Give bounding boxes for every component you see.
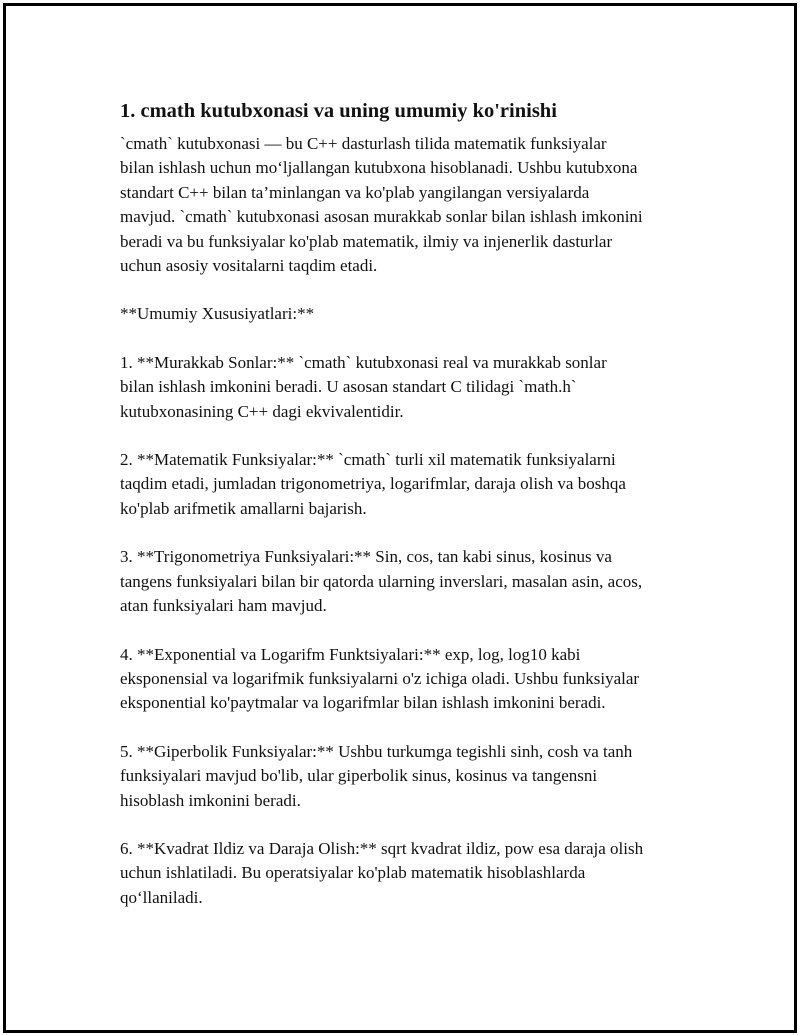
list-item: 1. **Murakkab Sonlar:** `cmath` kutubxonasi real va murakkab sonlar bilan ishlash imkonini beradi. U asosan standart C tilidagi `math.h` kutubxonasining C++ dagi ekvivalentidir. [120,352,607,421]
intro-paragraph: `cmath` kutubxonasi — bu C++ dasturlash tilida matematik funksiyalar bilan ishlash uchun mo‘ljallangan kutubxona hisoblanadi. Ushbu kutubxona standart C++ bilan ta’minlangan va ko'plab yangilangan versiyalarda mavjud. `cmath` kutubxonasi asosan murakkab sonlar bilan ishlash imkonini beradi va bu funksiyalar ko'plab matematik, ilmiy va injenerlik dasturlar uchun asosiy vositalarni taqdim etadi. [120,134,643,276]
document-body [120,98,700,934]
document-title: 1. cmath kutubxonasi va uning umumiy ko'rinishi [120,100,557,122]
list-item: 3. **Trigonometriya Funksiyalari:** Sin, cos, tan kabi sinus, kosinus va tangens funksiyalari bilan bir qatorda ularning inverslari, masalan asin, acos, atan funksiyalari ham mavjud. [120,547,643,616]
list-item: 6. **Kvadrat Ildiz va Daraja Olish:** sqrt kvadrat ildiz, pow esa daraja olish uchun ishlatiladi. Bu operatsiyalar ko'plab matematik hisoblashlarda qo‘llaniladi. [120,838,644,907]
list-item: 5. **Giperbolik Funksiyalar:** Ushbu turkumga tegishli sinh, cosh va tanh funksiyalari mavjud bo'lib, ular giperbolik sinus, kosinus va tangensni hisoblash imkonini beradi. [120,741,633,810]
list-item: 2. **Matematik Funksiyalar:** `cmath` turli xil matematik funksiyalarni taqdim etadi, jumladan trigonometriya, logarifmlar, daraja olish va boshqa ko'plab arifmetik amallarni bajarish. [120,450,626,518]
section-heading: **Umumiy Xususiyatlari:** [120,304,315,324]
page-frame [3,3,797,1033]
list-item: 4. **Exponential va Logarifm Funktsiyalari:** exp, log, log10 kabi eksponensial va logarifmik funksiyalarni o'z ichiga oladi. Ushbu funksiyalar eksponential ko'paytmalar va logarifmlar bilan ishlash imkonini beradi. [120,644,640,713]
